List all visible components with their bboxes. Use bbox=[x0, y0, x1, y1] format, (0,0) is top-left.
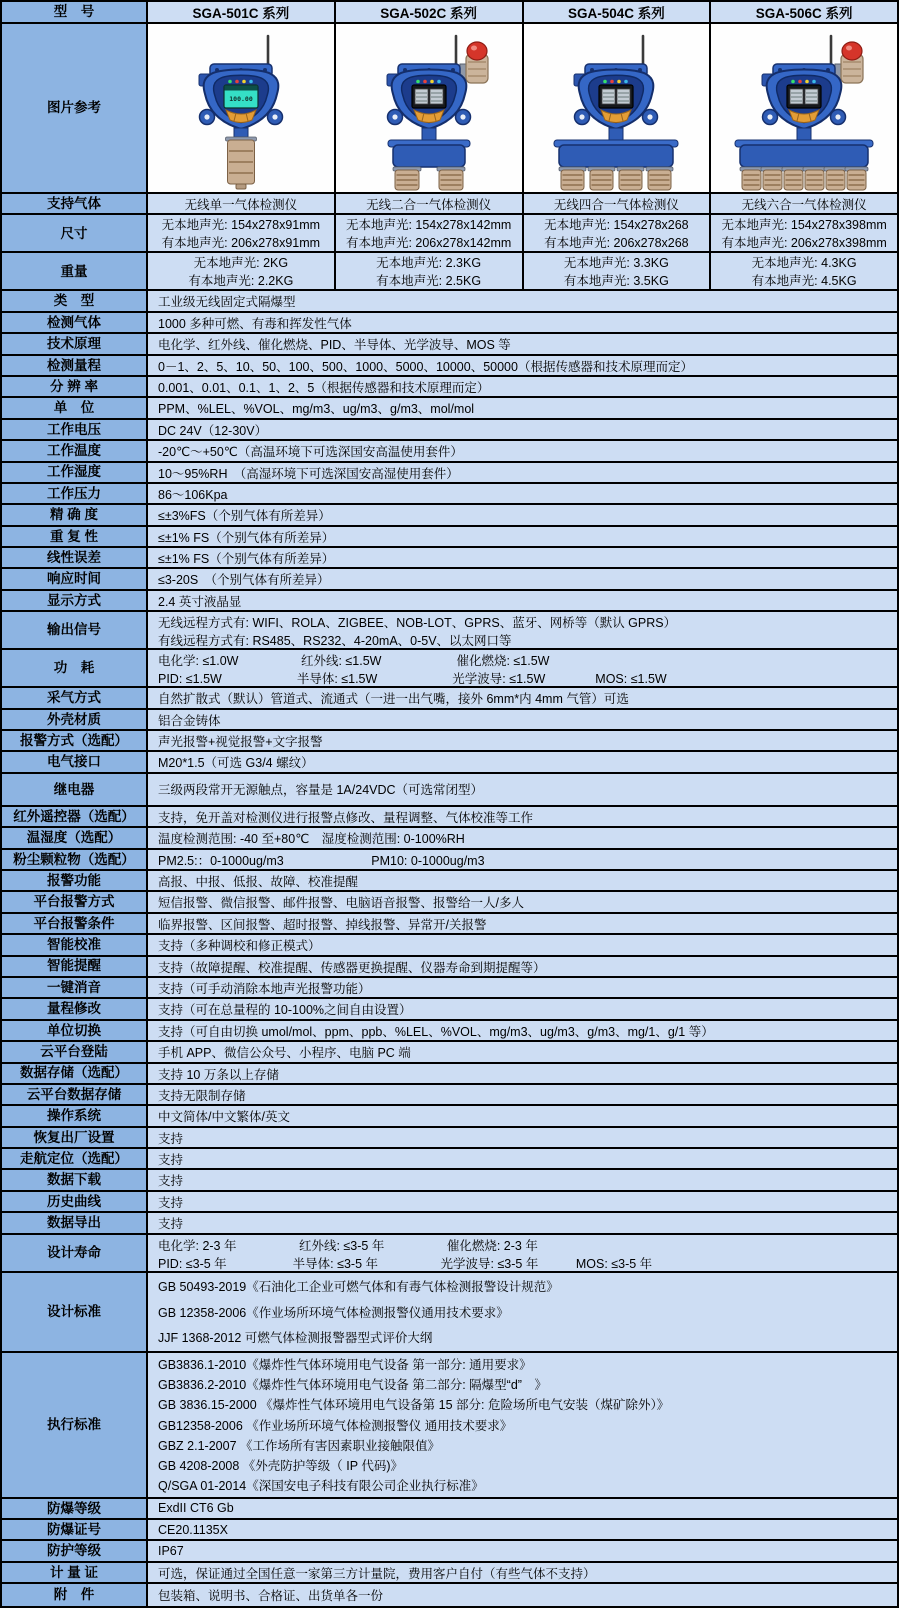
row-label: 附 件 bbox=[2, 1584, 148, 1605]
row-value bbox=[148, 420, 897, 439]
sensor-head bbox=[559, 167, 586, 190]
manifold-bar bbox=[388, 140, 470, 167]
value-text: 支持（故障提醒、校准提醒、传感器更换提醒、仪器寿命到期提醒等） bbox=[158, 960, 546, 975]
row-label: 工作电压 bbox=[2, 420, 148, 439]
row-label: 响应时间 bbox=[2, 569, 148, 588]
spec-row bbox=[2, 215, 897, 253]
spec-row bbox=[2, 194, 897, 215]
value-line: 无线远程方式有: WIFI、ROLA、ZIGBEE、NOB-LOT、GPRS、蓝牙、网桥等（默认 GPRS） bbox=[158, 616, 677, 631]
row-label: 防爆证号 bbox=[2, 1520, 148, 1539]
device-image-cell bbox=[711, 24, 897, 192]
value-text: 2.4 英寸液晶显 bbox=[158, 594, 242, 609]
row-value-col bbox=[336, 194, 524, 213]
spec-row bbox=[2, 591, 897, 612]
row-value bbox=[148, 441, 897, 460]
value-line: JJF 1368-2012 可燃气体检测报警器型式评价大纲 bbox=[158, 1330, 433, 1345]
value-text: ExdII CT6 Gb bbox=[158, 1501, 234, 1516]
value-text: 支持 bbox=[158, 1131, 184, 1146]
value-text: PPM、%LEL、%VOL、mg/m3、ug/m3、g/m3、mol/mol bbox=[158, 402, 475, 417]
row-label: 功 耗 bbox=[2, 650, 148, 686]
value-text: ≤±1% FS（个别气体有所差异） bbox=[158, 552, 335, 567]
value-text: 支持无限制存储 bbox=[158, 1088, 246, 1103]
row-value bbox=[148, 1541, 897, 1560]
row-label: 尺寸 bbox=[2, 215, 148, 251]
spec-row bbox=[2, 253, 897, 291]
row-value bbox=[148, 752, 897, 771]
row-value bbox=[148, 1273, 897, 1351]
sensor-head bbox=[824, 167, 847, 190]
row-label: 设计标准 bbox=[2, 1273, 148, 1351]
col-value-text: 无本地声光: 2.3KG bbox=[376, 256, 482, 271]
row-value bbox=[148, 463, 897, 482]
spec-row bbox=[2, 1213, 897, 1234]
value-text: 自然扩散式（默认）管道式、流通式（一进一出气嘴，接外 6mm*内 4mm 气管）可选 bbox=[158, 692, 629, 707]
value-text: 10～95%RH （高湿环境下可选深国安高湿使用套件） bbox=[158, 466, 459, 481]
row-value bbox=[148, 1128, 897, 1147]
col-value-text: 有本地声光: 2.2KG bbox=[188, 274, 294, 289]
spec-row bbox=[2, 377, 897, 398]
row-value bbox=[148, 398, 897, 417]
value-text: 包装箱、说明书、合格证、出货单各一份 bbox=[158, 1588, 384, 1603]
row-label: 智能提醒 bbox=[2, 957, 148, 976]
row-value bbox=[148, 999, 897, 1018]
row-label: 操作系统 bbox=[2, 1106, 148, 1125]
col-value-text: 无线六合一气体检测仪 bbox=[741, 197, 867, 212]
model-name: SGA-504C 系列 bbox=[567, 6, 665, 21]
row-label: 采气方式 bbox=[2, 688, 148, 707]
value-line: 电化学: 2-3 年 红外线: ≤3-5 年 催化燃烧: 2-3 年 bbox=[158, 1238, 538, 1253]
row-value bbox=[148, 710, 897, 729]
value-text: 工业级无线固定式隔爆型 bbox=[158, 295, 296, 310]
detector-body bbox=[199, 64, 283, 129]
row-value bbox=[148, 291, 897, 310]
col-value-text: 无线单一气体检测仪 bbox=[184, 197, 298, 212]
row-value bbox=[148, 505, 897, 524]
value-line: GB 3836.15-2000 《爆炸性气体环境用电气设备第 15 部分: 危险场所电气安装（煤矿除外）》 bbox=[158, 1398, 670, 1413]
model-name: SGA-501C 系列 bbox=[192, 6, 290, 21]
spec-row bbox=[2, 710, 897, 731]
row-value bbox=[148, 688, 897, 707]
spec-row bbox=[2, 1353, 897, 1499]
row-label: 数据存储（选配） bbox=[2, 1064, 148, 1083]
value-text: 临界报警、区间报警、超时报警、掉线报警、异常开/关报警 bbox=[158, 917, 487, 932]
value-line: GBZ 2.1-2007 《工作场所有害因素职业接触限值》 bbox=[158, 1438, 440, 1453]
value-text: 支持（可手动消除本地声光报警功能） bbox=[158, 981, 371, 996]
row-label: 精 确 度 bbox=[2, 505, 148, 524]
sensor-head bbox=[646, 167, 673, 190]
row-value bbox=[148, 774, 897, 805]
row-label: 历史曲线 bbox=[2, 1192, 148, 1211]
manifold-bar bbox=[554, 140, 678, 167]
row-label: 数据导出 bbox=[2, 1213, 148, 1232]
spec-row bbox=[2, 1235, 897, 1273]
value-line: GB 12358-2006《作业场所环境气体检测报警仪通用技术要求》 bbox=[158, 1305, 509, 1320]
row-label: 继电器 bbox=[2, 774, 148, 805]
spec-row bbox=[2, 935, 897, 956]
value-text: PM2.5:：0-1000ug/m3 PM10: 0-1000ug/m3 bbox=[158, 853, 485, 868]
row-value bbox=[148, 957, 897, 976]
value-line: GB 4208-2008 《外壳防护等级（ IP 代码)》 bbox=[158, 1459, 403, 1474]
value-text: 可选，保证通过全国任意一家第三方计量院，费用客户自付（有些气体不支持） bbox=[158, 1566, 596, 1581]
spec-row bbox=[2, 957, 897, 978]
row-value bbox=[148, 1021, 897, 1040]
value-text: 手机 APP、微信公众号、小程序、电脑 PC 端 bbox=[158, 1046, 411, 1061]
row-value bbox=[148, 850, 897, 869]
value-text: ≤3-20S （个别气体有所差异） bbox=[158, 573, 330, 588]
spec-row bbox=[2, 398, 897, 419]
spec-row bbox=[2, 1170, 897, 1191]
col-value-text: 无本地声光: 3.3KG bbox=[563, 256, 669, 271]
spec-row bbox=[2, 527, 897, 548]
col-value-text: 有本地声光: 3.5KG bbox=[563, 274, 669, 289]
device-image-sga-506c bbox=[711, 24, 897, 192]
row-value bbox=[148, 356, 897, 375]
row-label: 重 复 性 bbox=[2, 527, 148, 546]
row-label: 防护等级 bbox=[2, 1541, 148, 1560]
row-value bbox=[148, 1192, 897, 1211]
row-value bbox=[148, 892, 897, 911]
row-value bbox=[148, 935, 897, 954]
image-reference-row bbox=[2, 24, 897, 194]
row-label: 报警功能 bbox=[2, 871, 148, 890]
row-label: 设计寿命 bbox=[2, 1235, 148, 1271]
spec-row bbox=[2, 774, 897, 807]
spec-row bbox=[2, 484, 897, 505]
row-label: 智能校准 bbox=[2, 935, 148, 954]
row-value bbox=[148, 1353, 897, 1497]
value-text: 支持 bbox=[158, 1153, 184, 1168]
spec-row bbox=[2, 441, 897, 462]
value-line: 电化学: ≤1.0W 红外线: ≤1.5W 催化燃烧: ≤1.5W bbox=[158, 654, 550, 669]
row-value bbox=[148, 1085, 897, 1104]
sensor-head bbox=[782, 167, 805, 190]
sensor-head bbox=[393, 167, 421, 190]
spec-row bbox=[2, 999, 897, 1020]
sensor-head bbox=[225, 137, 256, 184]
spec-row bbox=[2, 291, 897, 312]
row-label: 计 量 证 bbox=[2, 1563, 148, 1582]
alarm-beacon-icon bbox=[835, 42, 863, 83]
value-line: GB3836.1-2010《爆炸性气体环境用电气设备 第一部分: 通用要求》 bbox=[158, 1357, 532, 1372]
row-value-col bbox=[148, 215, 336, 251]
spec-row bbox=[2, 1563, 897, 1584]
row-label: 云平台数据存储 bbox=[2, 1085, 148, 1104]
row-value bbox=[148, 1584, 897, 1605]
sensor-head bbox=[845, 167, 868, 190]
col-value-text: 有本地声光: 206x278x91mm bbox=[161, 236, 321, 251]
row-value bbox=[148, 1213, 897, 1232]
row-label: 粉尘颗粒物（选配） bbox=[2, 850, 148, 869]
row-value bbox=[148, 527, 897, 546]
row-label: 一键消音 bbox=[2, 978, 148, 997]
row-label: 线性误差 bbox=[2, 548, 148, 567]
spec-row bbox=[2, 505, 897, 526]
row-label: 电气接口 bbox=[2, 752, 148, 771]
value-text: 短信报警、微信报警、邮件报警、电脑语音报警、报警给一人/多人 bbox=[158, 896, 524, 911]
row-label: 输出信号 bbox=[2, 612, 148, 648]
spec-row bbox=[2, 1042, 897, 1063]
row-value-col bbox=[336, 215, 524, 251]
row-value bbox=[148, 1235, 897, 1271]
row-value bbox=[148, 871, 897, 890]
alarm-beacon-icon bbox=[460, 42, 488, 83]
sensor-head bbox=[740, 167, 763, 190]
row-label: 量程修改 bbox=[2, 999, 148, 1018]
row-label: 检测气体 bbox=[2, 313, 148, 332]
row-label: 分 辨 率 bbox=[2, 377, 148, 396]
spec-row bbox=[2, 1149, 897, 1170]
col-value-text: 无本地声光: 154x278x268 bbox=[544, 218, 689, 233]
device-image-sga-501c bbox=[148, 24, 335, 192]
value-line: PID: ≤1.5W 半导体: ≤1.5W 光学波导: ≤1.5W MOS: ≤1.5W bbox=[158, 672, 667, 687]
value-text: 支持 bbox=[158, 1195, 184, 1210]
spec-row bbox=[2, 463, 897, 484]
model-header-cell bbox=[524, 2, 712, 22]
spec-row bbox=[2, 1584, 897, 1605]
value-text: 电化学、红外线、催化燃烧、PID、半导体、光学波导、MOS 等 bbox=[158, 338, 511, 353]
col-value-text: 有本地声光: 4.5KG bbox=[751, 274, 857, 289]
row-label: 工作温度 bbox=[2, 441, 148, 460]
spec-row bbox=[2, 1128, 897, 1149]
device-screen bbox=[787, 85, 821, 108]
row-label: 温湿度（选配） bbox=[2, 828, 148, 847]
col-value-text: 有本地声光: 2.5KG bbox=[376, 274, 482, 289]
row-label: 重量 bbox=[2, 253, 148, 289]
row-value bbox=[148, 313, 897, 332]
row-value bbox=[148, 731, 897, 750]
row-label: 图片参考 bbox=[2, 24, 148, 192]
spec-row bbox=[2, 569, 897, 590]
spec-row bbox=[2, 688, 897, 709]
value-text: IP67 bbox=[158, 1544, 184, 1559]
spec-row bbox=[2, 1192, 897, 1213]
row-label: 平台报警条件 bbox=[2, 914, 148, 933]
spec-row bbox=[2, 871, 897, 892]
device-screen bbox=[412, 85, 446, 108]
value-text: 支持（可在总量程的 10-100%之间自由设置） bbox=[158, 1003, 412, 1018]
row-label: 外壳材质 bbox=[2, 710, 148, 729]
spec-row bbox=[2, 1499, 897, 1520]
row-value bbox=[148, 807, 897, 826]
model-header-cell bbox=[336, 2, 524, 22]
row-value-col bbox=[711, 215, 897, 251]
spec-row bbox=[2, 828, 897, 849]
col-value-text: 有本地声光: 206x278x142mm bbox=[345, 236, 512, 251]
spec-row bbox=[2, 650, 897, 688]
spec-row bbox=[2, 1085, 897, 1106]
spec-row bbox=[2, 313, 897, 334]
row-label: 检测量程 bbox=[2, 356, 148, 375]
value-line: GB3836.2-2010《爆炸性气体环境用电气设备 第二部分: 隔爆型“d” 》 bbox=[158, 1378, 547, 1393]
value-text: 支持（可自由切换 umol/mol、ppm、ppb、%LEL、%VOL、mg/m3、ug/m3、g/m3、mg/1、g/1 等） bbox=[158, 1024, 714, 1039]
spec-row bbox=[2, 420, 897, 441]
row-label: 技术原理 bbox=[2, 334, 148, 353]
row-label: 显示方式 bbox=[2, 591, 148, 610]
spec-row bbox=[2, 1541, 897, 1562]
col-value-text: 无本地声光: 154x278x398mm bbox=[721, 218, 887, 233]
value-text: 支持 10 万条以上存储 bbox=[158, 1067, 279, 1082]
spec-row bbox=[2, 548, 897, 569]
device-image-cell bbox=[336, 24, 524, 192]
row-label: 平台报警方式 bbox=[2, 892, 148, 911]
value-text: 86～106Kpa bbox=[158, 487, 228, 502]
spec-row bbox=[2, 978, 897, 999]
device-image-sga-502c bbox=[336, 24, 523, 192]
row-value bbox=[148, 334, 897, 353]
value-text: M20*1.5（可选 G3/4 螺纹） bbox=[158, 756, 314, 771]
value-text: 温度检测范围: -40 至+80℃ 湿度检测范围: 0-100%RH bbox=[158, 832, 465, 847]
row-value bbox=[148, 1106, 897, 1125]
row-value bbox=[148, 548, 897, 567]
spec-row bbox=[2, 807, 897, 828]
row-value-col bbox=[524, 215, 712, 251]
col-value-text: 无本地声光: 4.3KG bbox=[751, 256, 857, 271]
col-value-text: 有本地声光: 206x278x268 bbox=[544, 236, 689, 251]
row-value bbox=[148, 1064, 897, 1083]
row-value bbox=[148, 1499, 897, 1518]
row-label: 工作压力 bbox=[2, 484, 148, 503]
model-header-cell bbox=[711, 2, 897, 22]
value-line: GB12358-2006 《作业场所环境气体检测报警仪 通用技术要求》 bbox=[158, 1418, 513, 1433]
row-value bbox=[148, 484, 897, 503]
device-image-cell bbox=[148, 24, 336, 192]
row-value bbox=[148, 569, 897, 588]
value-text: ≤±3%FS（个别气体有所差异） bbox=[158, 509, 331, 524]
row-value bbox=[148, 612, 897, 648]
row-label: 红外遥控器（选配） bbox=[2, 807, 148, 826]
row-value bbox=[148, 978, 897, 997]
value-text: ≤±1% FS（个别气体有所差异） bbox=[158, 530, 335, 545]
spec-row bbox=[2, 1064, 897, 1085]
sensor-head bbox=[617, 167, 644, 190]
value-text: DC 24V（12-30V） bbox=[158, 423, 268, 438]
sensor-head bbox=[437, 167, 465, 190]
col-value-text: 无本地声光: 154x278x91mm bbox=[161, 218, 321, 233]
row-value-col bbox=[148, 194, 336, 213]
sensor-head bbox=[761, 167, 784, 190]
row-label: 报警方式（选配） bbox=[2, 731, 148, 750]
detector-body bbox=[574, 64, 658, 129]
value-line: 有线远程方式有: RS485、RS232、4-20mA、0-5V、以太网口等 bbox=[158, 634, 512, 649]
spec-row bbox=[2, 731, 897, 752]
spec-row bbox=[2, 1520, 897, 1541]
manifold-bar bbox=[735, 140, 873, 167]
spec-row bbox=[2, 1021, 897, 1042]
spec-row bbox=[2, 612, 897, 650]
row-label: 单位切换 bbox=[2, 1021, 148, 1040]
col-value-text: 无本地声光: 2KG bbox=[193, 256, 289, 271]
detector-body bbox=[762, 64, 846, 129]
row-label: 防爆等级 bbox=[2, 1499, 148, 1518]
spec-row bbox=[2, 334, 897, 355]
row-value bbox=[148, 1170, 897, 1189]
row-value-col bbox=[711, 253, 897, 289]
screen-reading: 100.00 bbox=[229, 95, 253, 103]
spec-row bbox=[2, 850, 897, 871]
value-line: PID: ≤3-5 年 半导体: ≤3-5 年 光学波导: ≤3-5 年 MOS: ≤3-5 年 bbox=[158, 1256, 653, 1271]
value-text: 高报、中报、低报、故障、校准提醒 bbox=[158, 874, 359, 889]
row-value-col bbox=[336, 253, 524, 289]
row-label: 型 号 bbox=[2, 2, 148, 22]
row-value-col bbox=[711, 194, 897, 213]
row-label: 类 型 bbox=[2, 291, 148, 310]
detector-body bbox=[387, 64, 471, 129]
row-label: 工作湿度 bbox=[2, 463, 148, 482]
row-label: 恢复出厂设置 bbox=[2, 1128, 148, 1147]
device-screen bbox=[599, 85, 633, 108]
spec-row bbox=[2, 1106, 897, 1127]
spec-row bbox=[2, 892, 897, 913]
model-name: SGA-506C 系列 bbox=[755, 6, 853, 21]
row-label: 执行标准 bbox=[2, 1353, 148, 1497]
device-screen bbox=[224, 85, 258, 108]
row-label: 支持气体 bbox=[2, 194, 148, 213]
row-label: 数据下载 bbox=[2, 1170, 148, 1189]
value-text: -20℃～+50℃（高温环境下可选深国安高温使用套件） bbox=[158, 445, 463, 460]
value-text: 铝合金铸体 bbox=[158, 713, 221, 728]
model-header-cell bbox=[148, 2, 336, 22]
sensor-head bbox=[803, 167, 826, 190]
value-text: 支持 bbox=[158, 1217, 184, 1232]
row-value-col bbox=[148, 253, 336, 289]
row-value bbox=[148, 591, 897, 610]
value-text: 1000 多种可燃、有毒和挥发性气体 bbox=[158, 316, 352, 331]
model-header-row bbox=[2, 2, 897, 24]
value-text: 0－1、2、5、10、50、100、500、1000、5000、10000、50000（根据传感器和技术原理而定） bbox=[158, 359, 693, 374]
value-text: 声光报警+视觉报警+文字报警 bbox=[158, 735, 323, 750]
value-text: 支持（多种调校和修正模式） bbox=[158, 939, 321, 954]
row-value bbox=[148, 1520, 897, 1539]
value-line: GB 50493-2019《石油化工企业可燃气体和有毒气体检测报警设计规范》 bbox=[158, 1280, 559, 1295]
row-value bbox=[148, 914, 897, 933]
row-label: 走航定位（选配） bbox=[2, 1149, 148, 1168]
col-value-text: 无线二合一气体检测仪 bbox=[366, 197, 492, 212]
row-value bbox=[148, 377, 897, 396]
row-value bbox=[148, 1563, 897, 1582]
spec-row bbox=[2, 752, 897, 773]
row-label: 单 位 bbox=[2, 398, 148, 417]
spec-row bbox=[2, 356, 897, 377]
value-text: 0.001、0.01、0.1、1、2、5（根据传感器和技术原理而定） bbox=[158, 380, 490, 395]
row-value bbox=[148, 1149, 897, 1168]
col-value-text: 无本地声光: 154x278x142mm bbox=[345, 218, 512, 233]
spec-row bbox=[2, 914, 897, 935]
col-value-text: 有本地声光: 206x278x398mm bbox=[721, 236, 887, 251]
row-value-col bbox=[524, 194, 712, 213]
value-text: 中文简体/中文繁体/英文 bbox=[158, 1110, 290, 1125]
value-text: 支持，免开盖对检测仪进行报警点修改、量程调整、气体校准等工作 bbox=[158, 810, 534, 825]
row-value bbox=[148, 1042, 897, 1061]
row-label: 云平台登陆 bbox=[2, 1042, 148, 1061]
value-text: 支持 bbox=[158, 1174, 184, 1189]
row-value bbox=[148, 828, 897, 847]
device-image-cell bbox=[524, 24, 712, 192]
row-value bbox=[148, 650, 897, 686]
value-text: CE20.1135X bbox=[158, 1522, 228, 1537]
spec-row bbox=[2, 1273, 897, 1353]
value-line: Q/SGA 01-2014《深国安电子科技有限公司企业执行标准》 bbox=[158, 1479, 484, 1494]
row-value-col bbox=[524, 253, 712, 289]
model-name: SGA-502C 系列 bbox=[380, 6, 478, 21]
sensor-head bbox=[588, 167, 615, 190]
col-value-text: 无线四合一气体检测仪 bbox=[553, 197, 679, 212]
device-image-sga-504c bbox=[524, 24, 711, 192]
value-text: 三级两段常开无源触点，容量是 1A/24VDC（可选常闭型） bbox=[158, 783, 484, 798]
